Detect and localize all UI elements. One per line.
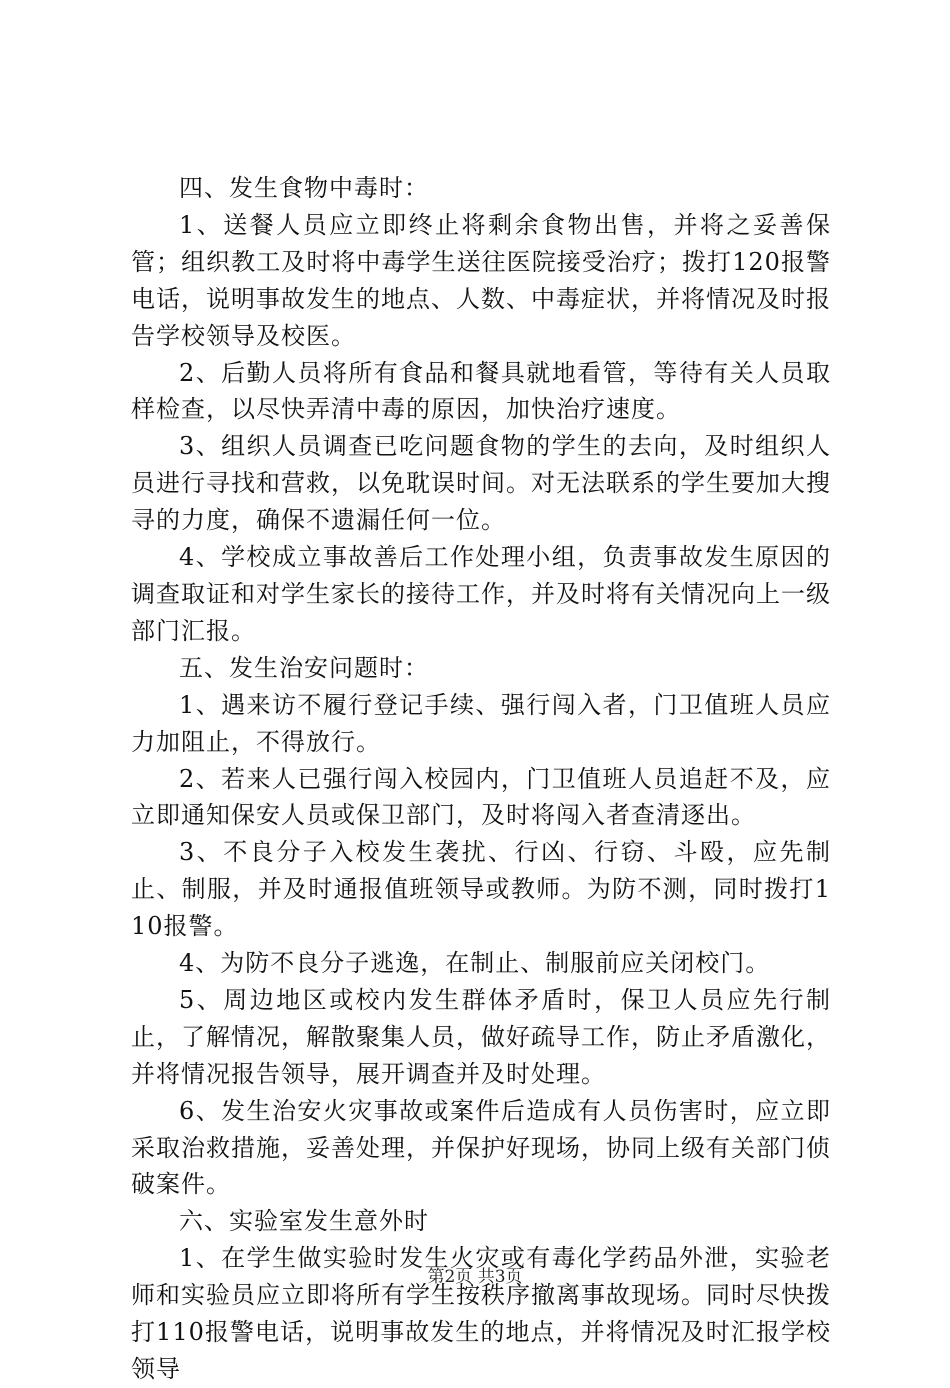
- paragraph-security-6: 6、发生治安火灾事故或案件后造成有人员伤害时，应立即采取治救措施，妥善处理，并保护好现场，协同上级有关部门侦破案件。: [131, 1096, 831, 1199]
- paragraph-food-4: 4、学校成立事故善后工作处理小组，负责事故发生原因的调查取证和对学生家长的接待工作，并及时将有关情况向上一级部门汇报。: [131, 543, 831, 645]
- paragraph-security-2: 2、若来人已强行闯入校园内，门卫值班人员追赶不及，应立即通知保安人员或保卫部门，及时将闯入者查清逐出。: [131, 764, 831, 830]
- paragraph-security-4: 4、为防不良分子逃逸，在制止、制服前应关闭校门。: [179, 949, 771, 978]
- paragraph-security-3: 3、不良分子入校发生袭扰、行凶、行窃、斗殴，应先制止、制服，并及时通报值班领导或教师。为防不测，同时拨打110报警。: [131, 838, 831, 941]
- section-heading-laboratory: 六、实验室发生意外时: [179, 1207, 429, 1236]
- paragraph-food-2: 2、后勤人员将所有食品和餐具就地看管，等待有关人员取样检查，以尽快弄清中毒的原因，加快治疗速度。: [131, 358, 831, 424]
- section-heading-security: 五、发生治安问题时：: [179, 653, 429, 682]
- paragraph-security-1: 1、遇来访不履行登记手续、强行闯入者，门卫值班人员应力加阻止，不得放行。: [131, 690, 831, 756]
- section-heading-food-poisoning: 四、发生食物中毒时：: [179, 174, 429, 202]
- paragraph-lab-1: 1、在学生做实验时发生火灾或有毒化学药品外泄，实验老师和实验员应立即将所有学生按秩序撤离事故现场。同时尽快拨打110报警电话，说明事故发生的地点，并将情况及时汇报学校领导: [131, 1244, 831, 1383]
- paragraph-food-3: 3、组织人员调查已吃问题食物的学生的去向，及时组织人员进行寻找和营救，以免耽误时间。对无法联系的学生要加大搜寻的力度，确保不遗漏任何一位。: [131, 432, 831, 535]
- document-body: [131, 170, 831, 1388]
- paragraph-food-1: 1、送餐人员应立即终止将剩余食物出售，并将之妥善保管；组织教工及时将中毒学生送往医院接受治疗；拨打120报警电话，说明事故发生的地点、人数、中毒症状，并将情况及时报告学校领导及校医。: [131, 210, 831, 350]
- paragraph-security-5: 5、周边地区或校内发生群体矛盾时，保卫人员应先行制止，了解情况，解散聚集人员，做好疏导工作，防止矛盾激化，并将情况报告领导，展开调查并及时处理。: [131, 985, 831, 1088]
- page-number-footer: 第2页 共3页: [427, 1267, 523, 1287]
